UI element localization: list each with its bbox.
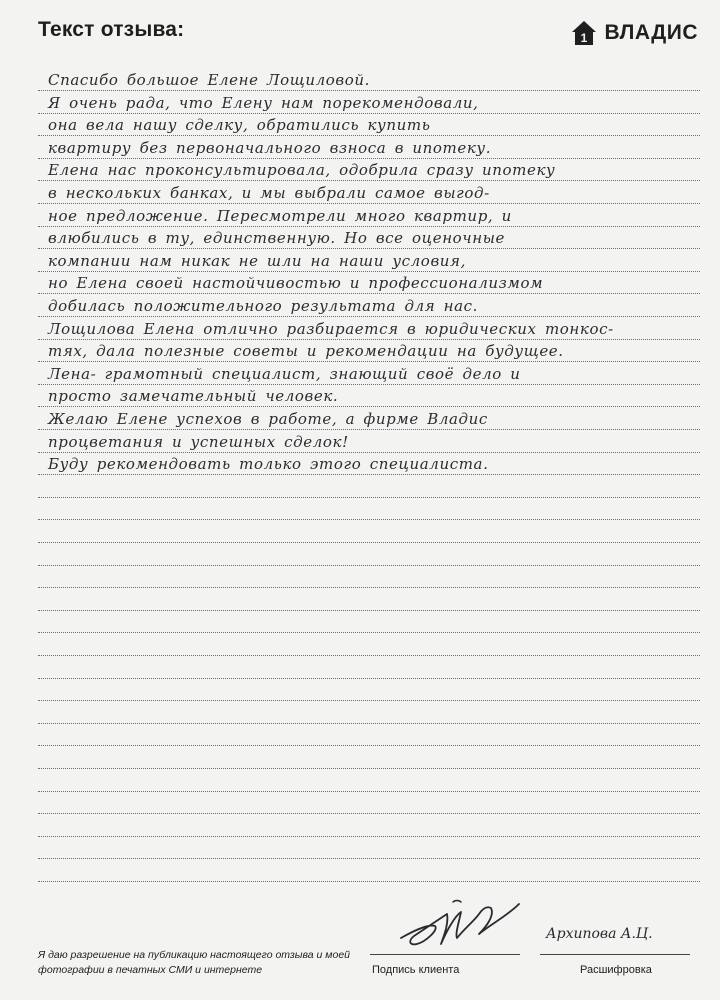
client-signature <box>395 894 535 956</box>
ruled-line <box>38 203 700 204</box>
review-text-line: тях, дала полезные советы и рекомендации на будущее. <box>48 342 564 361</box>
svg-text:1: 1 <box>581 31 588 45</box>
ruled-line <box>38 271 700 272</box>
ruled-line <box>38 90 700 91</box>
ruled-line <box>38 293 700 294</box>
vladis-logo <box>570 16 698 50</box>
decode-handwritten: Архиповa А.Ц. <box>546 926 653 942</box>
ruled-line <box>38 565 700 566</box>
ruled-line <box>38 180 700 181</box>
review-text-line: она вела нашу сделку, обратились купить <box>48 116 431 135</box>
review-text-line: Лена- грамотный специалист, знающий своё дело и <box>48 364 521 383</box>
review-text-line: компании нам никак не шли на наши условия, <box>48 251 466 270</box>
review-text-line: Елена нас проконсультировала, одобрила сразу ипотеку <box>48 161 556 180</box>
ruled-line <box>38 226 700 227</box>
ruled-line <box>38 542 700 543</box>
review-text-line: но Елена своей настойчивостью и профессионализмом <box>48 274 544 293</box>
ruled-line <box>38 791 700 792</box>
ruled-line <box>38 678 700 679</box>
ruled-line <box>38 158 700 159</box>
review-form <box>38 62 700 882</box>
ruled-line <box>38 858 700 859</box>
ruled-line <box>38 316 700 317</box>
page-header <box>0 0 720 62</box>
ruled-line <box>38 113 700 114</box>
review-text-line: ное предложение. Пересмотрели много квартир, и <box>48 206 512 225</box>
page-title: Текст отзыва: <box>38 18 185 41</box>
ruled-line <box>38 587 700 588</box>
review-text-line: просто замечательный человек. <box>48 387 339 406</box>
footer <box>0 880 720 1000</box>
review-text-line: Лощилова Елена отлично разбирается в юридических тонкос- <box>48 319 614 338</box>
review-text-line: Желаю Елене успехов в работе, а фирме Владис <box>48 410 488 428</box>
ruled-line <box>38 452 700 453</box>
ruled-line <box>38 361 700 362</box>
ruled-line <box>38 429 700 430</box>
ruled-line <box>38 248 700 249</box>
review-text-line: Я очень рада, что Елену нам порекомендовали, <box>48 93 479 112</box>
ruled-line <box>38 497 700 498</box>
ruled-line <box>38 474 700 475</box>
ruled-line <box>38 632 700 633</box>
review-text-line: влюбились в ту, единственную. Но все оценочные <box>48 229 506 248</box>
decode-underline <box>540 954 690 955</box>
ruled-line <box>38 610 700 611</box>
ruled-line <box>38 339 700 340</box>
ruled-line <box>38 813 700 814</box>
signature-label: Подпись клиента <box>372 964 460 976</box>
ruled-line <box>38 519 700 520</box>
ruled-line <box>38 700 700 701</box>
decode-label: Расшифровка <box>580 964 652 976</box>
ruled-line <box>38 768 700 769</box>
review-text-line: добилась положительного результата для нас. <box>48 297 479 315</box>
review-text-line: процветания и успешных сделок! <box>48 432 349 451</box>
ruled-line <box>38 406 700 407</box>
ruled-line <box>38 723 700 724</box>
signature-underline <box>370 954 520 955</box>
ruled-line <box>38 384 700 385</box>
ruled-line <box>38 655 700 656</box>
review-text-line: квартиру без первоначального взноса в ипотеку. <box>48 138 492 157</box>
review-text-line: Буду рекомендовать только этого специалиста. <box>48 455 489 474</box>
ruled-line <box>38 836 700 837</box>
ruled-line <box>38 135 700 136</box>
review-text-line: в нескольких банках, и мы выбрали самое выгод- <box>48 184 490 202</box>
review-text-line: Спасибо большое Елене Лощиловой. <box>48 71 370 89</box>
ruled-line <box>38 745 700 746</box>
logo-text: ВЛАДИС <box>604 21 698 44</box>
consent-text: Я даю разрешение на публикацию настоящего отзыва и моей фотографии в печатных СМИ и интернете <box>38 949 351 976</box>
house-icon <box>570 19 598 47</box>
